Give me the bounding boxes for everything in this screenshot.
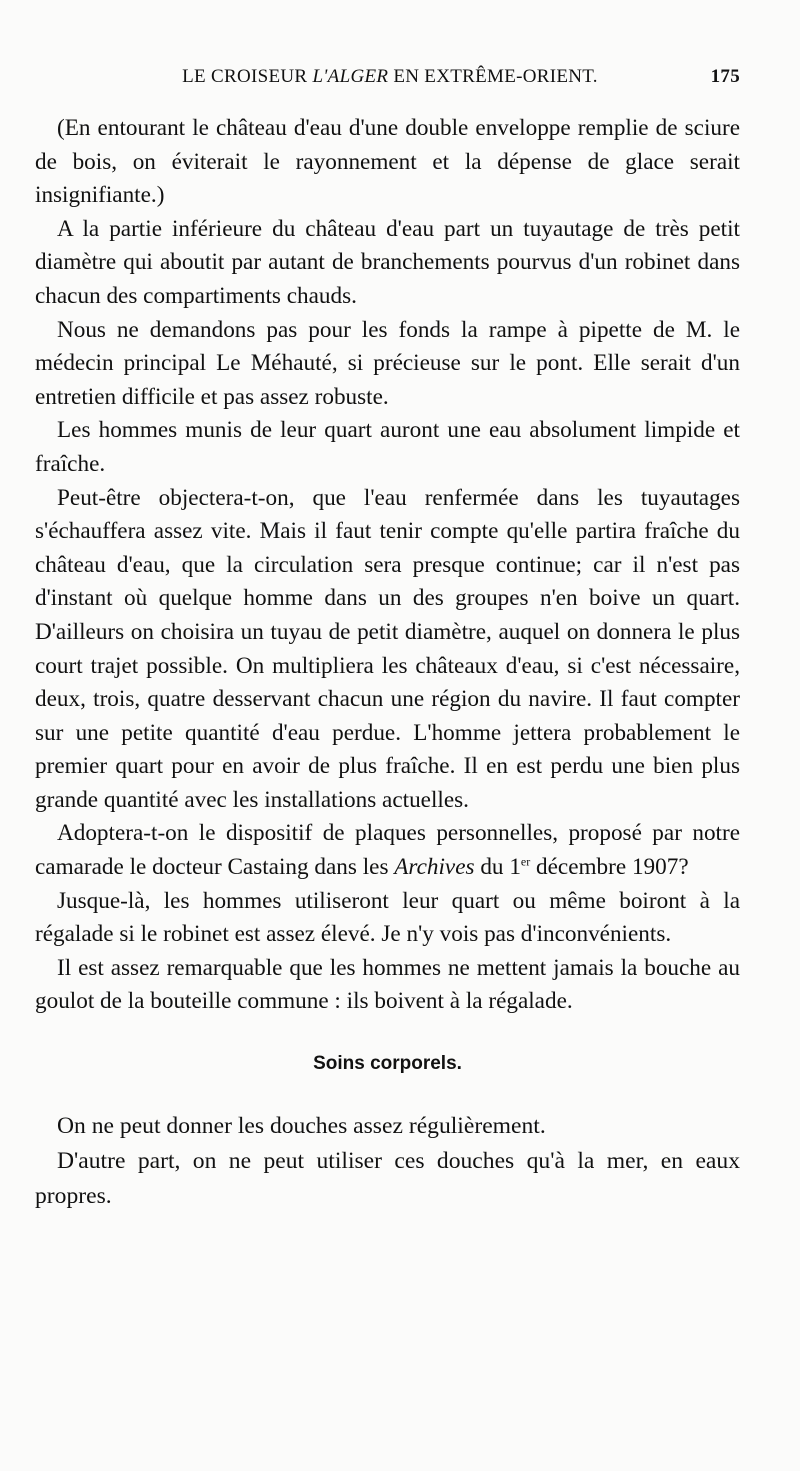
running-title-pre: LE CROISEUR: [182, 66, 313, 87]
paragraph: Nous ne demandons pas pour les fonds la rampe à pipette de M. le médecin principal Le Méhauté, si précieuse sur le pont. Elle serait d'un entretien difficile et pas assez robuste.: [35, 316, 740, 410]
paragraph: (En entourant le château d'eau d'une double enveloppe remplie de sciure de bois, on éviterait le rayonnement et la dépense de glace serait insignifiante.): [35, 115, 740, 209]
paragraph: D'autre part, on ne peut utiliser ces douches qu'à la mer, en eaux propres.: [35, 1147, 740, 1209]
running-title-ship: L'ALGER: [312, 66, 389, 87]
section-heading: Soins corporels.: [313, 1053, 462, 1075]
running-title: [40, 66, 740, 88]
paragraph: A la partie inférieure du château d'eau part un tuyautage de très petit diamètre qui aboutit par autant de branchements pourvus d'un robinet dans chacun des compartiments chauds.: [35, 215, 740, 309]
paragraph: Les hommes munis de leur quart auront une eau absolument limpide et fraîche.: [35, 417, 740, 477]
page-body: [35, 112, 740, 1214]
paragraph: On ne peut donner les douches assez régulièrement.: [57, 1112, 546, 1139]
archives-title: Archives: [394, 854, 475, 881]
running-title-post: EN EXTRÊME-ORIENT.: [388, 66, 598, 87]
paragraph: Il est assez remarquable que les hommes ne mettent jamais la bouche au goulot de la bouteille commune : ils boivent à la régalade.: [35, 954, 740, 1015]
paragraph: Peut-être objectera-t-on, que l'eau renfermée dans les tuyautages s'échauffera assez vite. Mais il faut tenir compte qu'elle partira fraîche du château d'eau, que la circulation sera presque continue; car il n'est pas d'instant où quelque homme dans un des groupes n'en boive un quart. D'ailleurs on choisira un tuyau de petit diamètre, auquel on donnera le plus court trajet possible. On multipliera les châteaux d'eau, si c'est nécessaire, deux, trois, quatre desservant chacun une région du navire. Il faut compter sur une petite quantité d'eau perdue. L'homme jettera probablement le premier quart pour en avoir de plus fraîche. Il en est perdu une bien plus grande quantité avec les installations actuelles.: [35, 484, 740, 813]
paragraph: Jusque-là, les hommes utiliseront leur quart ou même boiront à la régalade si le robinet est assez élevé. Je n'y vois pas d'inconvénients.: [35, 887, 740, 948]
paragraph-archives: Adoptera-t-on le dispositif de plaques personnelles, proposé par notre camarade le docteur Castaing dans les Archives du 1er décembre 1907?: [35, 820, 740, 881]
running-header: [40, 66, 740, 94]
page-number: 175: [710, 66, 740, 87]
